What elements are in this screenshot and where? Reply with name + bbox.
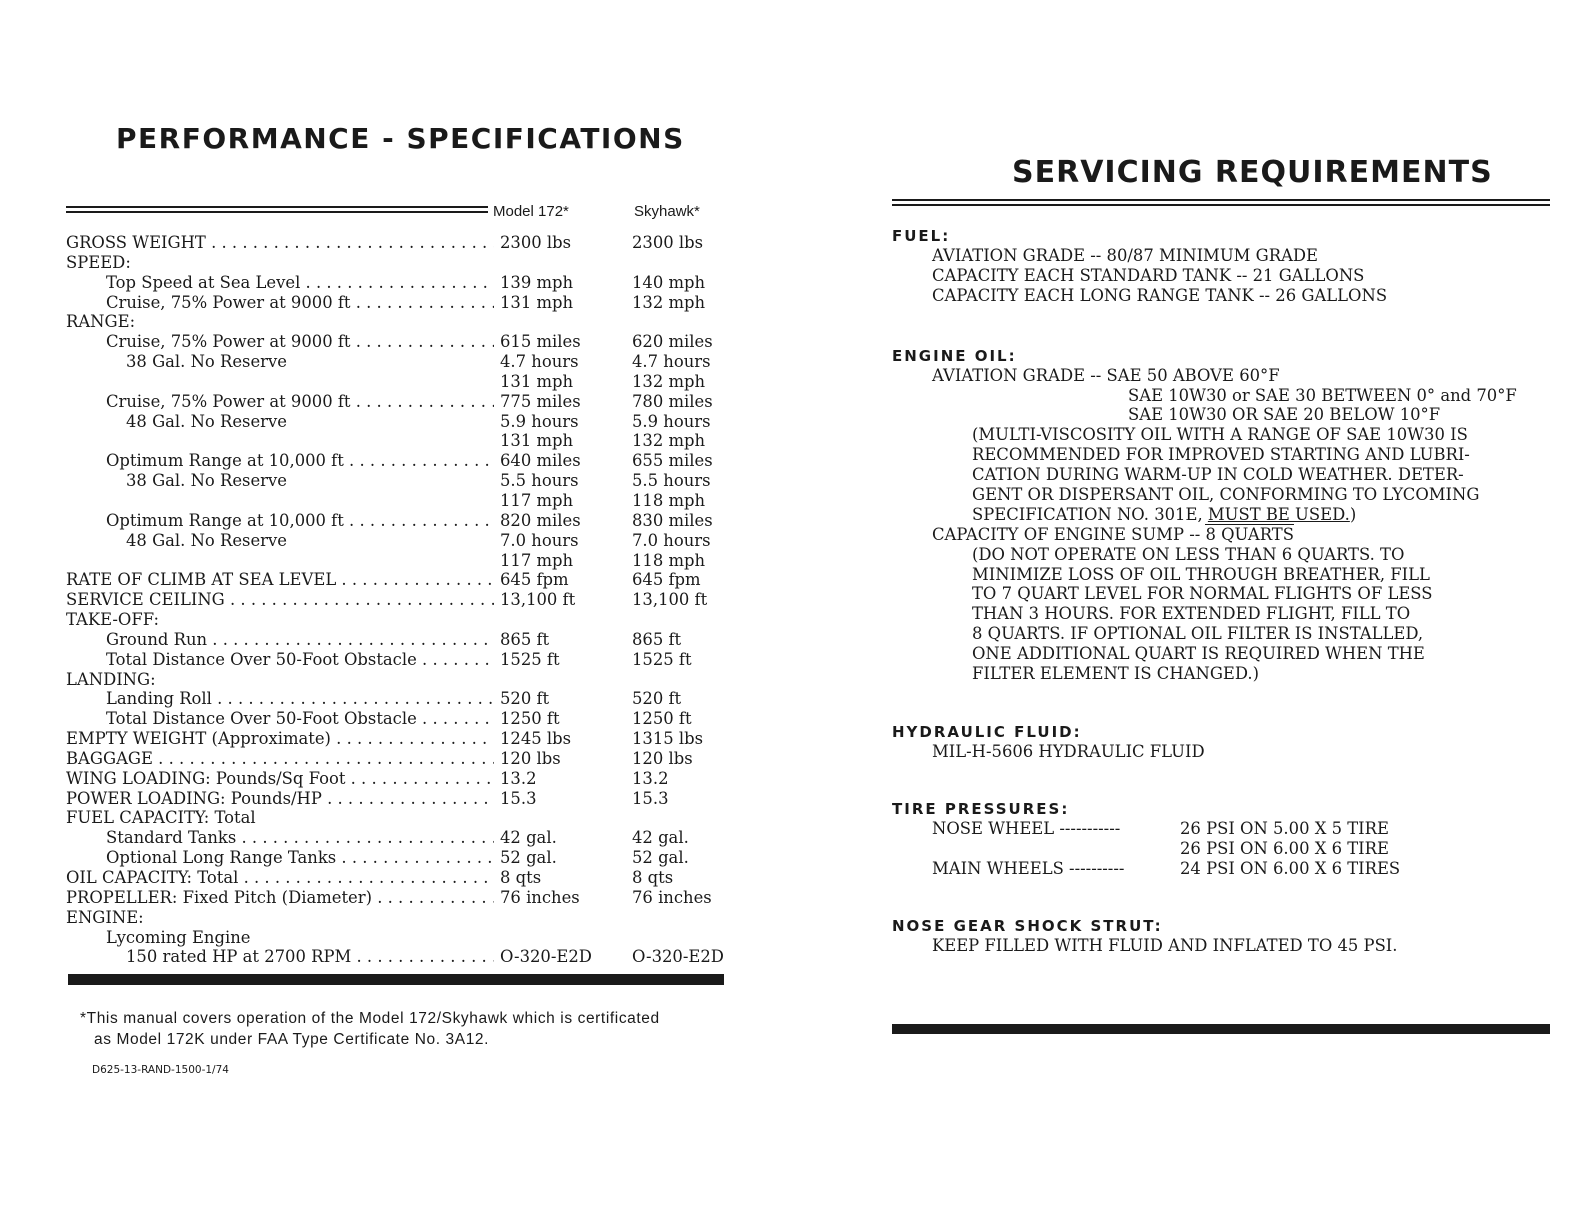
spec-label: PROPELLER: Fixed Pitch (Diameter) . . . bbox=[66, 888, 494, 907]
spec-value-skyhawk: 1525 ft bbox=[632, 649, 692, 669]
spec-value-model: 5.9 hours bbox=[500, 411, 579, 431]
spec-value-model: 131 mph bbox=[500, 292, 574, 312]
spec-value-skyhawk: 780 miles bbox=[632, 391, 713, 411]
spec-label: Total Distance Over 50-Foot Obstacle . . . bbox=[106, 650, 494, 669]
spec-value-model: 8 qts bbox=[500, 868, 542, 887]
spec-label-leader bbox=[106, 650, 494, 670]
tire-nose-value: 26 PSI ON 6.00 X 6 TIRE bbox=[1180, 838, 1389, 858]
oil-sump-note-line: MINIMIZE LOSS OF OIL THROUGH BREATHER, FILL bbox=[972, 564, 1430, 584]
oil-grade-line: SAE 10W30 or SAE 30 BETWEEN 0° and 70°F bbox=[1128, 385, 1517, 405]
spec-label: 38 Gal. No Reserve bbox=[126, 352, 287, 372]
spec-value-skyhawk: 13,100 ft bbox=[632, 590, 708, 610]
tire-main-line bbox=[892, 859, 1517, 879]
oil-note-line: CATION DURING WARM-UP IN COLD WEATHER. DETER- bbox=[972, 465, 1464, 485]
spec-value-model: 139 mph bbox=[500, 272, 574, 292]
spec-value-skyhawk: 132 mph bbox=[632, 431, 706, 451]
fuel-line: AVIATION GRADE -- 80/87 MINIMUM GRADE bbox=[932, 246, 1319, 265]
tire-nose-line bbox=[892, 819, 1517, 839]
spec-value-model: 15.3 bbox=[500, 788, 537, 808]
spec-value-skyhawk: 1250 ft bbox=[632, 709, 692, 729]
spec-value-skyhawk: 520 ft bbox=[632, 689, 682, 709]
spec-value-skyhawk: 7.0 hours bbox=[632, 530, 711, 550]
oil-note-line: RECOMMENDED FOR IMPROVED STARTING AND LUBRI- bbox=[972, 445, 1470, 465]
servicing-bottom-bar bbox=[892, 1024, 1550, 1034]
spec-value-skyhawk: 830 miles bbox=[632, 510, 713, 530]
header-rule-bottom bbox=[66, 211, 488, 213]
spec-label-leader bbox=[126, 947, 494, 967]
spec-label-leader bbox=[106, 273, 494, 293]
performance-title: PERFORMANCE - SPECIFICATIONS bbox=[116, 122, 685, 155]
spec-label: RANGE: bbox=[66, 312, 136, 332]
spec-value-model: 76 inches bbox=[500, 887, 580, 907]
spec-label: Landing Roll . . . bbox=[106, 689, 494, 708]
spec-value-model: 640 miles bbox=[500, 451, 581, 471]
spec-value-skyhawk: 76 inches bbox=[632, 887, 712, 907]
tire-main-label: MAIN WHEELS ---------- bbox=[932, 858, 1125, 878]
spec-label-leader bbox=[66, 570, 494, 590]
spec-value-model: O-320-E2D bbox=[500, 947, 592, 967]
spec-label: Total Distance Over 50-Foot Obstacle . . . bbox=[106, 709, 494, 728]
spec-value-skyhawk: 15.3 bbox=[632, 788, 669, 808]
spec-value-model: 131 mph bbox=[500, 371, 574, 391]
spec-label: Cruise, 75% Power at 9000 ft . . . bbox=[106, 332, 494, 351]
hydraulic-heading: HYDRAULIC FLUID: bbox=[892, 722, 1082, 741]
spec-label-leader bbox=[66, 769, 494, 789]
oil-sump-note-line: FILTER ELEMENT IS CHANGED.) bbox=[972, 664, 1260, 684]
spec-label: Standard Tanks . . . bbox=[106, 828, 494, 847]
spec-value-model: 2300 lbs bbox=[500, 233, 572, 252]
spec-label-leader bbox=[106, 511, 494, 531]
oil-sump-prefix: CAPACITY OF ENGINE SUMP -- bbox=[932, 524, 1206, 544]
footnote-line-2: as Model 172K under FAA Type Certificate No. 3A12. bbox=[94, 1031, 490, 1048]
spec-label: Optimum Range at 10,000 ft . . . bbox=[106, 511, 494, 530]
footnote bbox=[80, 1008, 660, 1050]
spec-value-skyhawk: 4.7 hours bbox=[632, 352, 711, 372]
spec-label-leader bbox=[66, 590, 494, 610]
tire-nose-value: 26 PSI ON 5.00 X 5 TIRE bbox=[1180, 818, 1389, 838]
spec-value-model: 131 mph bbox=[500, 431, 574, 451]
spec-value-model: 42 gal. bbox=[500, 828, 557, 848]
spec-label: SERVICE CEILING . . . bbox=[66, 590, 494, 609]
spec-label-leader bbox=[66, 233, 494, 253]
performance-bottom-bar bbox=[68, 974, 724, 985]
spec-value-model: 120 lbs bbox=[500, 748, 561, 768]
engine-oil-heading: ENGINE OIL: bbox=[892, 346, 1017, 365]
spec-label: LANDING: bbox=[66, 669, 156, 689]
spec-value-model: 52 gal. bbox=[500, 848, 557, 868]
servicing-top-rule-2 bbox=[892, 204, 1550, 206]
spec-label: OIL CAPACITY: Total . . . bbox=[66, 868, 494, 887]
spec-label: Ground Run . . . bbox=[106, 630, 494, 649]
spec-value-model: 1245 lbs bbox=[500, 729, 572, 749]
spec-label: Lycoming Engine bbox=[106, 927, 251, 947]
column-header-skyhawk: Skyhawk* bbox=[634, 203, 700, 220]
spec-value-model: 520 ft bbox=[500, 689, 550, 709]
spec-label-leader bbox=[66, 888, 494, 908]
spec-value-model: 5.5 hours bbox=[500, 471, 579, 491]
oil-spec-prefix: SPECIFICATION NO. 301E, bbox=[972, 504, 1208, 524]
spec-label: Top Speed at Sea Level . . . bbox=[106, 273, 494, 292]
spec-label-leader bbox=[66, 868, 494, 888]
spec-value-model: 117 mph bbox=[500, 550, 574, 570]
spec-value-model: 1250 ft bbox=[500, 709, 560, 729]
oil-spec-suffix: ) bbox=[1349, 504, 1357, 524]
spec-value-model: 775 miles bbox=[500, 391, 581, 411]
servicing-title: SERVICING REQUIREMENTS bbox=[1012, 155, 1493, 190]
spec-label-leader bbox=[106, 709, 494, 729]
spec-label: POWER LOADING: Pounds/HP . . . bbox=[66, 789, 494, 808]
spec-label: Cruise, 75% Power at 9000 ft . . . bbox=[106, 392, 494, 411]
spec-label-leader bbox=[66, 729, 494, 749]
fuel-line: CAPACITY EACH LONG RANGE TANK -- 26 GALLONS bbox=[932, 285, 1388, 305]
spec-value-skyhawk: 132 mph bbox=[632, 292, 706, 312]
spec-label: BAGGAGE . . . bbox=[66, 749, 494, 768]
spec-label-leader bbox=[66, 749, 494, 769]
servicing-section bbox=[892, 226, 1517, 956]
spec-value-skyhawk: 13.2 bbox=[632, 768, 669, 788]
spec-value-skyhawk: 118 mph bbox=[632, 490, 706, 510]
spec-value-model: 1525 ft bbox=[500, 649, 560, 669]
spec-value-skyhawk: 118 mph bbox=[632, 550, 706, 570]
header-rule-top bbox=[66, 206, 488, 208]
oil-sump-note-line: (DO NOT OPERATE ON LESS THAN 6 QUARTS. TO bbox=[972, 544, 1405, 564]
spec-value-skyhawk: 120 lbs bbox=[632, 748, 693, 768]
spec-label: WING LOADING: Pounds/Sq Foot . . . bbox=[66, 769, 494, 788]
spec-label-leader bbox=[106, 451, 494, 471]
spec-label: 38 Gal. No Reserve bbox=[126, 471, 287, 491]
spec-label: SPEED: bbox=[66, 252, 131, 272]
spec-value-model: 865 ft bbox=[500, 629, 550, 649]
spec-value-model: 7.0 hours bbox=[500, 530, 579, 550]
fuel-heading: FUEL: bbox=[892, 227, 951, 245]
oil-sump-note-line: THAN 3 HOURS. FOR EXTENDED FLIGHT, FILL TO bbox=[972, 604, 1411, 624]
spec-value-model: 645 fpm bbox=[500, 570, 569, 590]
hydraulic-line: MIL-H-5606 HYDRAULIC FLUID bbox=[932, 741, 1205, 761]
spec-value-skyhawk: 5.9 hours bbox=[632, 411, 711, 431]
spec-label-leader bbox=[66, 789, 494, 809]
spec-label: FUEL CAPACITY: Total bbox=[66, 808, 256, 828]
tire-heading: TIRE PRESSURES: bbox=[892, 799, 1070, 818]
spec-value-skyhawk: 42 gal. bbox=[632, 828, 689, 848]
spec-value-skyhawk: 52 gal. bbox=[632, 848, 689, 868]
oil-grade-line: SAE 10W30 OR SAE 20 BELOW 10°F bbox=[1128, 405, 1441, 425]
spec-label: 48 Gal. No Reserve bbox=[126, 530, 287, 550]
spec-label: 150 rated HP at 2700 RPM . . . bbox=[126, 947, 494, 966]
servicing-top-rule-1 bbox=[892, 199, 1550, 201]
oil-sump-note-line: TO 7 QUART LEVEL FOR NORMAL FLIGHTS OF LESS bbox=[972, 584, 1433, 604]
spec-value-skyhawk: 865 ft bbox=[632, 629, 682, 649]
oil-grade-line: AVIATION GRADE -- SAE 50 ABOVE 60°F bbox=[932, 365, 1280, 385]
spec-value-skyhawk: 8 qts bbox=[632, 868, 674, 887]
oil-spec-required: MUST BE USED. bbox=[1207, 504, 1350, 524]
oil-spec-line bbox=[892, 505, 1517, 525]
tire-nose-label: NOSE WHEEL ----------- bbox=[932, 818, 1121, 838]
spec-value-model: 117 mph bbox=[500, 490, 574, 510]
oil-note-line: GENT OR DISPERSANT OIL, CONFORMING TO LYCOMING bbox=[972, 485, 1480, 505]
spec-label: ENGINE: bbox=[66, 907, 144, 927]
spec-value-skyhawk: 5.5 hours bbox=[632, 471, 711, 491]
spec-label-leader bbox=[106, 828, 494, 848]
spec-label: Optional Long Range Tanks . . . bbox=[106, 848, 494, 867]
spec-label: Cruise, 75% Power at 9000 ft . . . bbox=[106, 293, 494, 312]
spec-value-skyhawk: 655 miles bbox=[632, 451, 713, 471]
spec-label-leader bbox=[106, 332, 494, 352]
spec-value-skyhawk: 1315 lbs bbox=[632, 729, 704, 749]
oil-sump-value: 8 QUARTS bbox=[1205, 524, 1294, 544]
spec-value-model: 13,100 ft bbox=[500, 590, 576, 610]
spec-label-leader bbox=[106, 848, 494, 868]
oil-note-line: (MULTI-VISCOSITY OIL WITH A RANGE OF SAE 10W30 IS bbox=[972, 425, 1468, 445]
spec-value-model: 820 miles bbox=[500, 510, 581, 530]
tire-nose-line-2 bbox=[892, 839, 1517, 859]
spec-value-skyhawk: 132 mph bbox=[632, 371, 706, 391]
strut-heading: NOSE GEAR SHOCK STRUT: bbox=[892, 917, 1163, 936]
footnote-line-1: *This manual covers operation of the Model 172/Skyhawk which is certificated bbox=[80, 1010, 660, 1027]
document-code: D625-13-RAND-1500-1/74 bbox=[92, 1064, 229, 1076]
tire-main-value: 24 PSI ON 6.00 X 6 TIRES bbox=[1180, 858, 1401, 878]
spec-value-model: 615 miles bbox=[500, 332, 581, 352]
spec-label-leader bbox=[106, 630, 494, 650]
spec-label: RATE OF CLIMB AT SEA LEVEL . . . bbox=[66, 570, 494, 589]
spec-label-leader bbox=[106, 392, 494, 412]
spec-label: GROSS WEIGHT . . . bbox=[66, 233, 494, 252]
spec-value-skyhawk: 140 mph bbox=[632, 272, 706, 292]
spec-value-skyhawk: 620 miles bbox=[632, 332, 713, 352]
spec-value-model: 4.7 hours bbox=[500, 352, 579, 372]
spec-label-leader bbox=[106, 293, 494, 313]
spec-label-leader bbox=[106, 689, 494, 709]
spec-value-skyhawk: 645 fpm bbox=[632, 570, 701, 590]
spec-value-model: 13.2 bbox=[500, 768, 537, 788]
spec-label: EMPTY WEIGHT (Approximate) . . . bbox=[66, 729, 494, 748]
oil-sump-note-line: ONE ADDITIONAL QUART IS REQUIRED WHEN THE bbox=[972, 644, 1425, 664]
spec-value-skyhawk: O-320-E2D bbox=[632, 947, 724, 967]
spec-label: Optimum Range at 10,000 ft . . . bbox=[106, 451, 494, 470]
fuel-line: CAPACITY EACH STANDARD TANK -- 21 GALLONS bbox=[932, 265, 1365, 285]
oil-sump-line bbox=[892, 525, 1517, 545]
spec-label: TAKE-OFF: bbox=[66, 610, 160, 630]
spec-label: 48 Gal. No Reserve bbox=[126, 411, 287, 431]
strut-line: KEEP FILLED WITH FLUID AND INFLATED TO 45 PSI. bbox=[932, 936, 1398, 956]
oil-sump-note-line: 8 QUARTS. IF OPTIONAL OIL FILTER IS INSTALLED, bbox=[972, 624, 1424, 644]
column-header-model: Model 172* bbox=[493, 203, 569, 220]
spec-value-skyhawk: 2300 lbs bbox=[632, 233, 704, 252]
